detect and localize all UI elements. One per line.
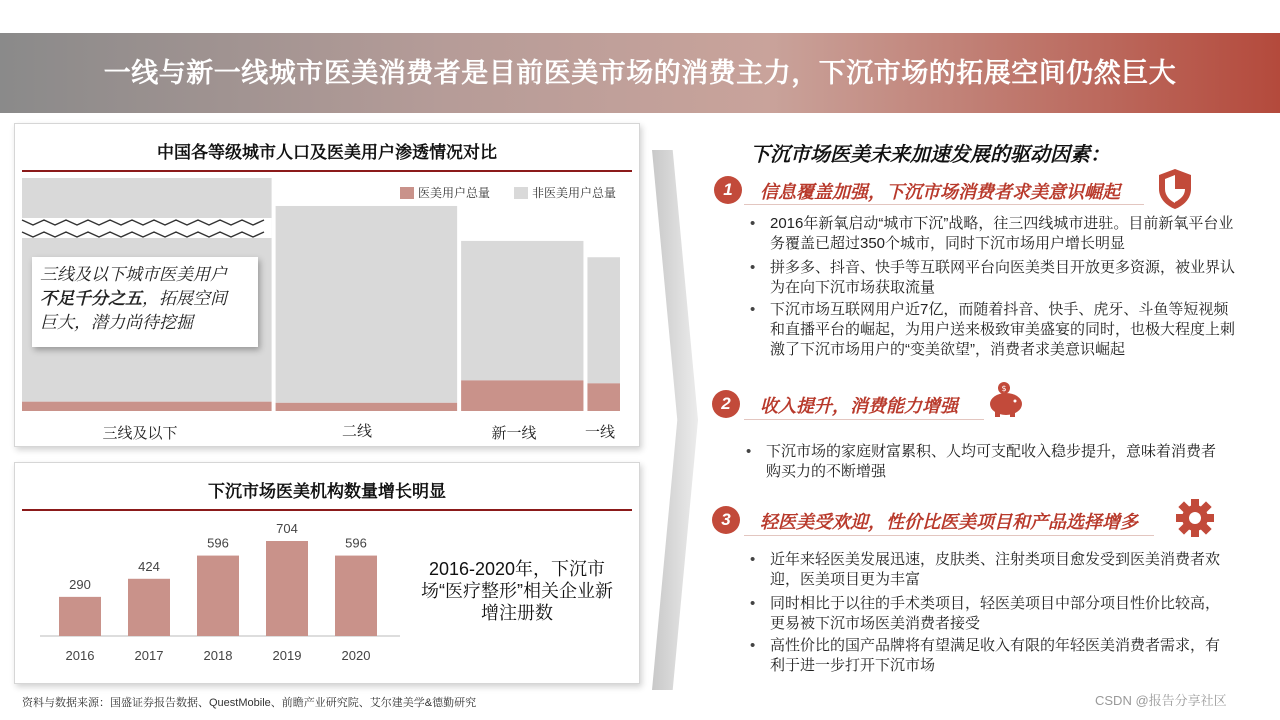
section-2-number: 2 [712, 390, 740, 418]
svg-text:$: $ [1001, 384, 1007, 393]
shield-icon [1156, 167, 1194, 211]
drivers-title: 下沉市场医美未来加速发展的驱动因素： [750, 144, 1110, 166]
bar-2018 [197, 556, 239, 636]
category-label-tier3: 三线及以下 [102, 425, 178, 442]
callout-line2: ，拓展空间 [142, 289, 227, 308]
bar-value-2019: 704 [276, 521, 298, 536]
section-1-bullet-2: • 拼多多、抖音、快手等互联网平台向医美类目开放更多资源，被业界认为在向下沉市场获取流量 [770, 258, 1240, 298]
institutions-title: 下沉市场医美机构数量增长明显 [208, 482, 446, 501]
bar-value-2016: 290 [69, 576, 91, 592]
year-label-2019: 2019 [272, 648, 302, 663]
bar-value-2018: 596 [207, 535, 229, 551]
nonuser-segment-3 [587, 257, 620, 383]
category-label-newtier1: 新一线 [491, 425, 537, 442]
section-3-bullet-2: • 同时相比于以往的手术类项目，轻医美项目中部分项目性价比较高，更易被下沉市场医美消费者接受 [770, 594, 1230, 634]
source-note: 资料与数据来源：国盛证券报告数据、QuestMobile、前瞻产业研究院、艾尔建美学&德勤研究 [22, 697, 477, 709]
section-3-bullet-3: • 高性价比的国产品牌将有望满足收入有限的年轻医美消费者需求，有利于进一步打开下沉市场 [770, 636, 1230, 676]
section-1-bullet-1: • 2016年新氧启动“城市下沉”战略，往三四线城市进驻。目前新氧平台业务覆盖已超过350个城市，同时下沉市场用户增长明显 [770, 214, 1240, 254]
bar-2016 [59, 597, 101, 636]
legend-label-nonuser: 非医美用户总量 [532, 186, 617, 200]
callout-line1: 三线及以下城市医美用户 [40, 265, 227, 284]
section-1-rule [744, 204, 1144, 205]
callout-line3: 巨大，潜力尚待挖掘 [40, 313, 193, 332]
nonuser-segment-2 [461, 241, 583, 380]
city-penetration-title: 中国各等级城市人口及医美用户渗透情况对比 [157, 143, 497, 162]
section-2-bullet-1: • 下沉市场的家庭财富累积、人均可支配收入稳步提升，意味着消费者购买力的不断增强 [766, 442, 1226, 482]
section-3-title: 轻医美受欢迎，性价比医美项目和产品选择增多 [760, 512, 1138, 532]
year-label-2017: 2017 [134, 648, 164, 663]
page-title: 一线与新一线城市医美消费者是目前医美市场的消费主力，下沉市场的拓展空间仍然巨大 [103, 58, 1177, 88]
bar-value-2017: 424 [138, 558, 160, 574]
legend-label-user: 医美用户总量 [418, 186, 491, 200]
category-label-tier1: 一线 [584, 424, 615, 441]
institutions-note: 2016-2020年，下沉市场“医疗整形”相关企业新增注册数 [421, 559, 613, 623]
section-2-rule [744, 419, 984, 420]
section-3-number: 3 [712, 506, 740, 534]
year-label-2018: 2018 [203, 648, 233, 663]
section-1-title: 信息覆盖加强，下沉市场消费者求美意识崛起 [760, 182, 1120, 202]
user-segment-2 [461, 380, 583, 411]
section-1-bullet-3: • 下沉市场互联网用户近7亿，而随着抖音、快手、虎牙、斗鱼等短视频和直播平台的崛起，为用户送来极致审美盛宴的同时，也极大程度上刺激了下沉市场用户的“变美欲望”，消费者求美意识崛起 [770, 300, 1240, 360]
section-1-number: 1 [714, 176, 742, 204]
bar-2019 [266, 541, 308, 636]
institutions-bar-chart [0, 0, 420, 690]
bar-2020 [335, 556, 377, 636]
bar-value-2020: 596 [345, 535, 367, 551]
user-segment-3 [587, 383, 620, 411]
gear-icon [1174, 497, 1216, 539]
section-3-rule [744, 535, 1154, 536]
section-2-title: 收入提升，消费能力增强 [760, 396, 958, 416]
year-label-2020: 2020 [341, 648, 371, 663]
arrow-divider [652, 150, 698, 690]
watermark: CSDN @报告分享社区 [1095, 693, 1227, 708]
section-3-bullet-1: • 近年来轻医美发展迅速，皮肤类、注射类项目愈发受到医美消费者欢迎，医美项目更为丰富 [770, 550, 1230, 590]
piggy-bank-icon [984, 380, 1026, 418]
category-label-tier2: 二线 [341, 423, 372, 440]
bar-2017 [128, 579, 170, 636]
callout-bold: 不足千分之五 [40, 289, 142, 308]
year-label-2016: 2016 [65, 648, 95, 663]
